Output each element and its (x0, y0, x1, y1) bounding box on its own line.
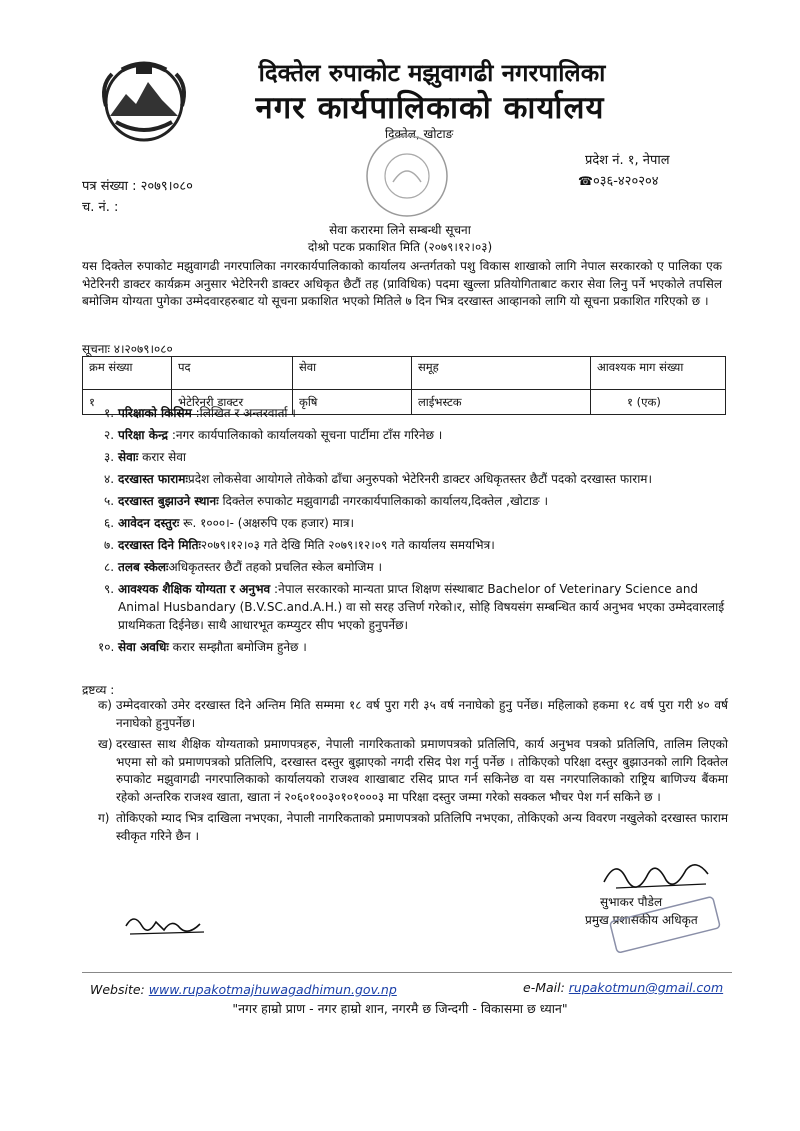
list-text: अधिकृतस्तर छैटौं तहको प्रचलित स्केल बमोजिम । (168, 560, 382, 574)
officer-name: सुभाकर पौडेल (600, 895, 663, 909)
list-item (82, 470, 732, 488)
note-text: दरखास्त साथ शैक्षिक योग्यताको प्रमाणपत्रहरु, नेपाली नागरिकताको प्रमाणपत्रको प्रतिलिपि, कार्य अनुभव पत्रको प्रतिलिपि, तालिम लिएको भएमा सो को प्रमाणपत्रको प्रतिलिपि, दरखास्त दस्तुर बुझाएको नगदी रसिद पेश गर्नु पर्नेछ । तोकिएको परिक्षा दस्तुर बुझाउनको लागि दिक्तेल रुपाकोट मझुवागढी नगरपालिकाको कार्यालयको राजश्व शाखाबाट रसिद प्राप्त गर्न सकिनेछ वा यस नगरपालिकाको राष्ट्रिय बाणिज्य बैंकमा रहेको अन्तरिक राजश्व खाता, खाता नं २०६०१००३०१०१०००३ मा परिक्षा दस्तुर जम्मा गरेको सक्कल भौचर पेश गर्न सकिने छ । (116, 737, 728, 804)
list-item (82, 404, 732, 422)
list-number: ६. (104, 516, 115, 530)
list-text: २०७९।१२।०३ गते देखि मिति २०७९।१२।०९ गते कार्यालय समयभित्र। (200, 538, 495, 552)
notes-label: द्रष्टव्य : (82, 683, 115, 697)
email-row (523, 980, 723, 995)
list-item (82, 638, 732, 656)
phone-number (578, 171, 658, 189)
table-header-row (83, 357, 726, 390)
cell-service: कृषि (293, 390, 412, 415)
list-text: प्रदेश लोकसेवा आयोगले तोकेको ढाँचा अनुरुपको भेटेरिनरी डाक्टर अधिकृतस्तर छैटौं पदको दरखास्त फाराम। (187, 472, 653, 486)
list-label: परिक्षा केन्द्र (118, 428, 169, 442)
list-text: :नेपाल सरकारको मान्यता प्राप्त शिक्षण संस्थाबाट Bachelor of Veterinary Science and Animal Husbandary (B.V.SC.and.A.H.) वा सो सरह उत्तिर्ण गरेको।र, सोहि विषयसंग सम्बन्धित कार्य अनुभव भएका उम्मेदवारलाई प्राथमिकता दिईनेछ। साथै आधारभूत कम्प्युटर सीप भएको हुनुपर्नेछ। (118, 582, 725, 632)
officer-stamp (600, 895, 728, 953)
list-label: सेवा अवधिः (118, 640, 169, 654)
list-item (82, 448, 732, 466)
note-item (82, 697, 728, 732)
list-text: रू. १०००।- (अक्षरुपि एक हजार) मात्र। (179, 516, 355, 530)
list-label: आवेदन दस्तुरः (118, 516, 180, 530)
note-text: उम्मेदवारको उमेर दरखास्त दिने अन्तिम मिति सम्ममा १८ वर्ष पुरा गरी ३५ वर्ष ननाघेको हुनु पर्नेछ। महिलाको हकमा १८ वर्ष पुरा गरी ४० वर्ष ननाघेको हुनुपर्नेछ। (116, 698, 728, 730)
col-serial: क्रम संख्या (83, 357, 172, 390)
list-number: १. (104, 406, 115, 420)
list-item (82, 426, 732, 444)
list-number: २. (104, 428, 115, 442)
note-item (82, 810, 728, 845)
email-link[interactable]: rupakotmun@gmail.com (568, 980, 724, 995)
phone-value: ०३६-४२०२०४ (592, 174, 659, 189)
office-title: नगर कार्यपालिकाको कार्यालय (255, 90, 605, 126)
note-letter: ग) (98, 811, 110, 825)
list-label: दरखास्त फारामः (118, 472, 188, 486)
second-signature (120, 908, 210, 942)
cell-group: लाईभस्टक (412, 390, 591, 415)
dispatch-number: च. नं. : (82, 200, 119, 215)
list-label: तलब स्केलः (118, 560, 169, 574)
cell-post: भेटेरिनरी डाक्टर (172, 390, 293, 415)
website-link[interactable]: www.rupakotmajhuwagadhimun.gov.np (148, 982, 397, 997)
list-label: सेवाः (118, 450, 139, 464)
note-letter: क) (98, 698, 112, 712)
list-number: ४. (104, 472, 115, 486)
list-label: दरखास्त दिने मितिः (118, 538, 201, 552)
list-number: ७. (104, 538, 115, 552)
letter-number: पत्र संख्या : २०७९।०८० (82, 179, 193, 194)
list-item (82, 492, 732, 510)
list-number: ८. (104, 560, 115, 574)
list-item (82, 514, 732, 532)
list-text: करार सेवा (138, 450, 186, 464)
office-address: दिक्तेल, खोटाङ (385, 127, 454, 141)
notice-subtitle: दोश्रो पटक प्रकाशित मिति (२०७९।१२।०३) (307, 240, 493, 254)
list-item (82, 558, 732, 576)
col-group: समूह (412, 357, 591, 390)
list-number: १०. (98, 640, 115, 654)
list-text: :नगर कार्यपालिकाको कार्यालयको सूचना पार्टीमा टाँस गरिनेछ । (168, 428, 443, 442)
notice-intro: यस दिक्तेल रुपाकोट मझुवागढी नगरपालिका नगरकार्यपालिकाको कार्यालय अन्तर्गतको पशु विकास शाखाको लागि नेपाल सरकारको ए पालिका एक भेटेरिनरी डाक्टर कार्यक्रम अनुसार भेटेरिनरी डाक्टर अधिकृत छैटौं तह (प्राविधिक) पदमा खुल्ला प्रतियोगिताबाट करार सेवा लिनु पर्ने भएकोले तपसिल बमोजिम योग्यता पुगेका उम्मेदवारहरुबाट यो सूचना प्रकाशित भएको मितिले ७ दिन भित्र दरखास्त आव्हानको लागि यो सूचना प्रकाशित गरिएको छ । (82, 259, 722, 308)
list-number: ५. (104, 494, 115, 508)
office-seal (345, 130, 465, 222)
note-item (82, 736, 728, 806)
list-item (82, 580, 732, 634)
officer-post: प्रमुख प्रशासकीय अधिकृत (585, 913, 698, 927)
notice-number: सूचनाः ४।२०७९।०८० (82, 342, 173, 356)
cell-demand: १ (एक) (591, 390, 726, 415)
list-number: ९. (104, 582, 115, 596)
list-number: ३. (104, 450, 115, 464)
province-label: प्रदेश नं. १, नेपाल (585, 153, 670, 168)
list-text: दिक्तेल रुपाकोट मझुवागढी नगरकार्यपालिकाको कार्यालय,दिक्तेल ,खोटाङ । (218, 494, 549, 508)
note-text: तोकिएको म्याद भित्र दाखिला नभएका, नेपाली नागरिकताको प्रमाणपत्रको प्रतिलिपि नभएका, तोकिएको अन्य विवरण नखुलेको दरखास्त फाराम स्वीकृत गरिने छैन । (116, 811, 728, 843)
list-label: परिक्षाको किसिम (118, 406, 192, 420)
cell-serial: १ (83, 390, 172, 415)
list-item (82, 536, 732, 554)
notes-list (82, 697, 728, 849)
list-label: आवश्यक शैक्षिक योग्यता र अनुभव (118, 582, 271, 596)
notice-title: सेवा करारमा लिने सम्बन्धी सूचना (329, 223, 471, 237)
nepal-emblem-logo (96, 56, 192, 144)
conditions-list (82, 404, 732, 660)
list-text: करार सम्झौता बमोजिम हुनेछ । (168, 640, 307, 654)
list-text: :लिखित र अन्तरवार्ता । (191, 406, 296, 420)
office-name: दिक्तेल रुपाकोट मझुवागढी नगरपालिका (258, 59, 606, 87)
col-service: सेवा (293, 357, 412, 390)
note-letter: ख) (98, 737, 113, 751)
email-label: e-Mail: (523, 980, 569, 995)
footer-slogan: "नगर हाम्रो प्राण - नगर हाम्रो शान, नगरमै छ जिन्दगी - विकासमा छ ध्यान" (232, 1001, 568, 1016)
website-row (90, 982, 397, 997)
col-demand: आवश्यक माग संख्या (591, 357, 726, 390)
website-label: Website: (90, 982, 149, 997)
phone-icon: ☎ (578, 174, 593, 188)
list-label: दरखास्त बुझाउने स्थानः (118, 494, 219, 508)
footer-divider (82, 972, 732, 973)
col-post: पद (172, 357, 293, 390)
